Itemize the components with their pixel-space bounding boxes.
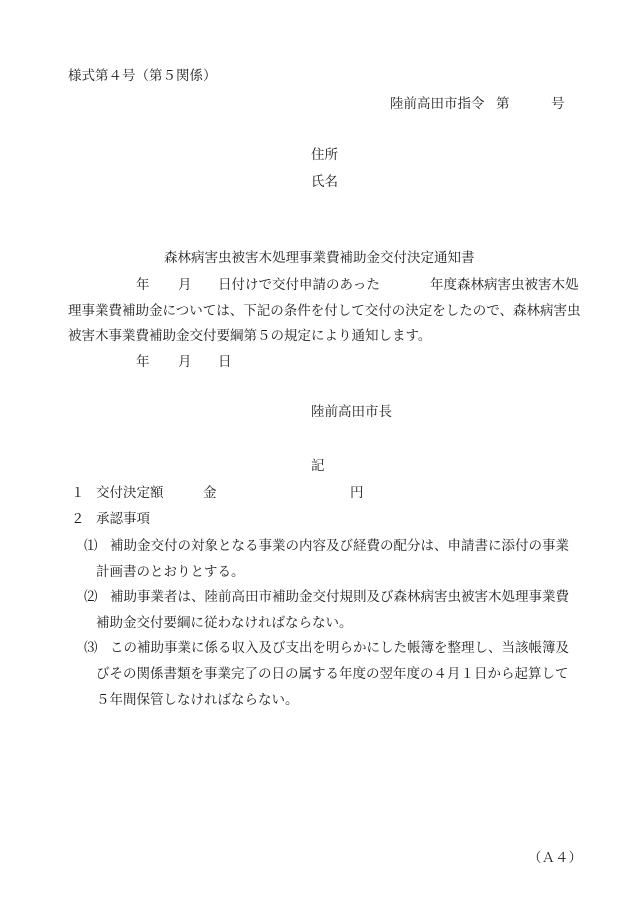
condition-1-line-2: 計画書のとおりとする。	[96, 564, 245, 580]
ki-heading: 記	[311, 458, 325, 474]
item-2-number: ２	[71, 511, 85, 527]
item-1-label: 交付決定額	[96, 485, 164, 501]
condition-3-line-3: ５年間保管しなければならない。	[96, 692, 299, 708]
body-text-a: 日付けで交付申請のあった	[218, 277, 380, 293]
body-text-b: 年度森林病害虫被害木処	[430, 277, 579, 293]
condition-3-line-1: この補助事業に係る収入及び支出を明らかにした帳簿を整理し、当該帳簿及	[110, 640, 569, 656]
condition-3-line-2: びその関係書類を事業完了の日の属する年度の翌年度の４月１日から起算して	[96, 666, 569, 682]
paper-size-label: （Ａ４）	[528, 850, 582, 866]
item-1-yen: 円	[350, 485, 364, 501]
condition-1-marker: ⑴	[84, 538, 98, 554]
body-line-3: 被害木事業費補助金交付要綱第５の規定により通知します。	[68, 328, 432, 344]
sender-name: 陸前高田市長	[311, 404, 392, 420]
condition-1-line-1: 補助金交付の対象となる事業の内容及び経費の配分は、申請書に添付の事業	[110, 538, 569, 554]
condition-2-marker: ⑵	[84, 589, 98, 605]
reference-issuer: 陸前高田市指令	[390, 96, 485, 112]
reference-go: 号	[551, 96, 565, 112]
condition-3-marker: ⑶	[84, 640, 98, 656]
document-title: 森林病害虫被害木処理事業費補助金交付決定通知書	[164, 250, 475, 266]
date-nen: 年	[136, 354, 150, 370]
date-tsuki: 月	[178, 354, 192, 370]
date-hi: 日	[218, 354, 232, 370]
condition-2-line-1: 補助事業者は、陸前高田市補助金交付規則及び森林病害虫被害木処理事業費	[110, 589, 569, 605]
body-nen: 年	[136, 277, 150, 293]
address-label: 住所	[311, 147, 338, 163]
item-1-kin: 金	[203, 485, 217, 501]
item-2-label: 承認事項	[96, 511, 150, 527]
form-number: 様式第４号（第５関係）	[68, 68, 217, 84]
body-tsuki: 月	[178, 277, 192, 293]
condition-2-line-2: 補助金交付要綱に従わなければならない。	[96, 615, 353, 631]
item-1-number: １	[71, 485, 85, 501]
body-line-2: 理事業費補助金については、下記の条件を付して交付の決定をしたので、森林病害虫	[68, 303, 581, 319]
reference-dai: 第	[496, 96, 510, 112]
name-label: 氏名	[311, 174, 338, 190]
